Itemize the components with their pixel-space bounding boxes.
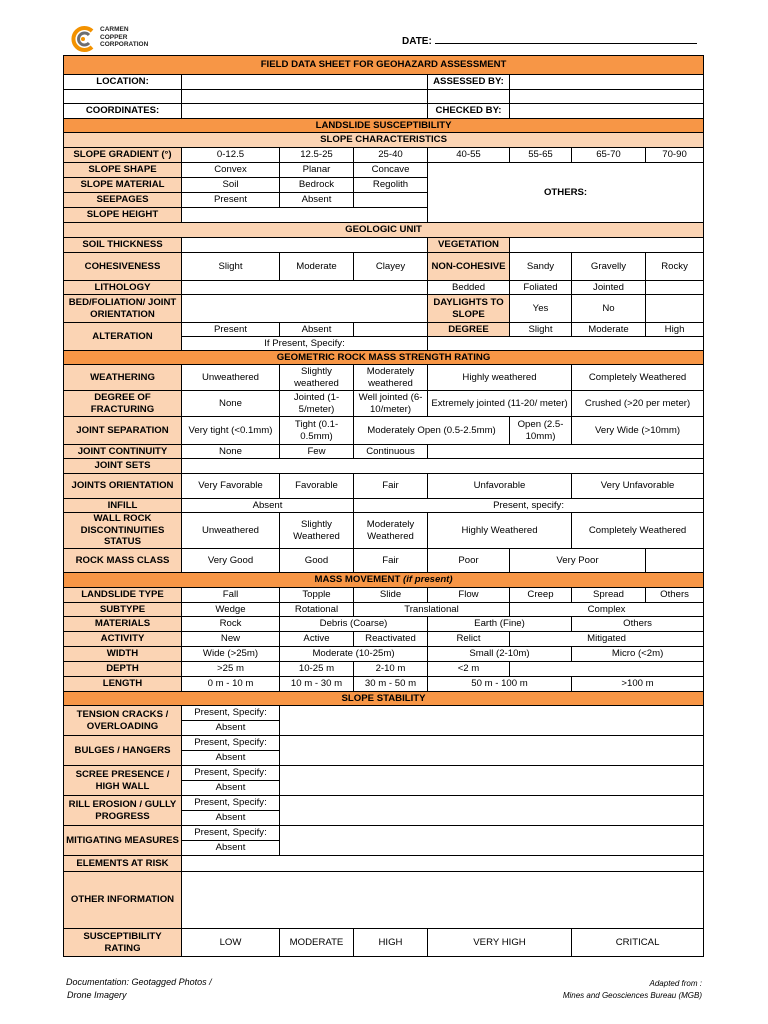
- slope-gradient-label: SLOPE GRADIENT (°): [64, 148, 182, 163]
- geologic-unit-section: GEOLOGIC UNIT: [64, 223, 704, 238]
- lithology-value[interactable]: [182, 281, 428, 295]
- blank-cell: [646, 295, 704, 323]
- joint-continuity-label: JOINT CONTINUITY: [64, 445, 182, 459]
- checked-by-label: CHECKED BY:: [428, 104, 510, 119]
- subtype-label: SUBTYPE: [64, 603, 182, 617]
- activity-option[interactable]: Active: [280, 632, 354, 647]
- depth-option[interactable]: 2-10 m: [354, 662, 428, 677]
- materials-label: MATERIALS: [64, 617, 182, 632]
- non-cohesive-option[interactable]: Rocky: [646, 253, 704, 281]
- activity-option[interactable]: Relict: [428, 632, 510, 647]
- subtype-option[interactable]: Wedge: [182, 603, 280, 617]
- continuity-option[interactable]: Few: [280, 445, 354, 459]
- lithology-option[interactable]: Bedded: [428, 281, 510, 295]
- wall-rock-option[interactable]: Slightly Weathered: [280, 513, 354, 549]
- blank-cell: [428, 445, 704, 459]
- absent-option[interactable]: Absent: [182, 841, 280, 856]
- seepages-label: SEEPAGES: [64, 193, 182, 208]
- weathering-option[interactable]: Highly weathered: [428, 365, 572, 391]
- joints-orientation-label: JOINTS ORIENTATION: [64, 474, 182, 499]
- slope-characteristics-section: SLOPE CHARACTERISTICS: [64, 133, 704, 148]
- non-cohesive-option[interactable]: Gravelly: [572, 253, 646, 281]
- gradient-option[interactable]: 0-12.5: [182, 148, 280, 163]
- lithology-option[interactable]: Foliated: [510, 281, 572, 295]
- mass-movement-title: MASS MOVEMENT: [314, 574, 403, 586]
- cohesiveness-label: COHESIVENESS: [64, 253, 182, 281]
- subtype-option[interactable]: Rotational: [280, 603, 354, 617]
- absent-option[interactable]: Absent: [182, 781, 280, 796]
- absent-option[interactable]: Absent: [182, 721, 280, 736]
- type-option[interactable]: Fall: [182, 588, 280, 603]
- type-option[interactable]: Spread: [572, 588, 646, 603]
- logo-line-2: COPPER: [100, 33, 128, 41]
- materials-option[interactable]: Debris (Coarse): [280, 617, 428, 632]
- fracturing-label: DEGREE OF FRACTURING: [64, 391, 182, 417]
- alteration-specify-value[interactable]: [428, 337, 704, 351]
- assessed-by-value[interactable]: [510, 75, 704, 90]
- weathering-label: WEATHERING: [64, 365, 182, 391]
- infill-option[interactable]: Absent: [182, 499, 354, 513]
- continuity-option[interactable]: None: [182, 445, 280, 459]
- lithology-label: LITHOLOGY: [64, 281, 182, 295]
- documentation-line-2: Drone Imagery: [67, 990, 127, 1000]
- logo-line-1: CARMEN: [100, 26, 129, 33]
- activity-label: ACTIVITY: [64, 632, 182, 647]
- soil-thickness-label: SOIL THICKNESS: [64, 238, 182, 253]
- others-label: OTHERS:: [543, 186, 588, 198]
- length-option[interactable]: 50 m - 100 m: [428, 677, 572, 692]
- width-label: WIDTH: [64, 647, 182, 662]
- source-note: [563, 978, 702, 1002]
- activity-option[interactable]: Reactivated: [354, 632, 428, 647]
- rating-option[interactable]: MODERATE: [280, 929, 354, 957]
- daylights-option[interactable]: Yes: [510, 295, 572, 323]
- material-option[interactable]: Regolith: [354, 178, 428, 193]
- logo-line-3: CORPORATION: [100, 41, 149, 48]
- class-option[interactable]: Very Good: [182, 549, 280, 573]
- shape-option[interactable]: Concave: [354, 163, 428, 178]
- wall-rock-label: WALL ROCK DISCONTINUITIES STATUS: [64, 513, 182, 549]
- present-specify-option[interactable]: Present, Specify:: [182, 826, 280, 841]
- mitigating-measures-notes[interactable]: [280, 826, 704, 856]
- others-field[interactable]: [428, 163, 704, 223]
- joint-separation-label: JOINT SEPARATION: [64, 417, 182, 445]
- degree-option[interactable]: Slight: [510, 323, 572, 337]
- length-option[interactable]: >100 m: [572, 677, 704, 692]
- scree-notes[interactable]: [280, 766, 704, 796]
- length-option[interactable]: 10 m - 30 m: [280, 677, 354, 692]
- class-option[interactable]: Poor: [428, 549, 510, 573]
- location-label: LOCATION:: [64, 75, 182, 90]
- depth-label: DEPTH: [64, 662, 182, 677]
- length-option[interactable]: 30 m - 50 m: [354, 677, 428, 692]
- weathering-option[interactable]: Completely Weathered: [572, 365, 704, 391]
- materials-option[interactable]: Rock: [182, 617, 280, 632]
- materials-option[interactable]: Earth (Fine): [428, 617, 572, 632]
- continuity-option[interactable]: Continuous: [354, 445, 428, 459]
- location-value-2[interactable]: [182, 90, 428, 104]
- rating-option[interactable]: CRITICAL: [572, 929, 704, 957]
- width-option[interactable]: Micro (<2m): [572, 647, 704, 662]
- class-option[interactable]: Fair: [354, 549, 428, 573]
- width-option[interactable]: Small (2-10m): [428, 647, 572, 662]
- wall-rock-option[interactable]: Highly Weathered: [428, 513, 572, 549]
- mass-movement-note: (if present): [403, 574, 453, 586]
- separation-option[interactable]: Very Wide (>10mm): [572, 417, 704, 445]
- vegetation-label: VEGETATION: [428, 238, 510, 253]
- alteration-specify[interactable]: If Present, Specify:: [182, 337, 428, 351]
- degree-option[interactable]: High: [646, 323, 704, 337]
- slope-stability-section: SLOPE STABILITY: [64, 692, 704, 706]
- seepage-option[interactable]: Absent: [280, 193, 354, 208]
- checked-by-value[interactable]: [510, 104, 704, 119]
- other-information-value[interactable]: [182, 872, 704, 929]
- orientation-option[interactable]: Very Unfavorable: [572, 474, 704, 499]
- orientation-option[interactable]: Very Favorable: [182, 474, 280, 499]
- type-option[interactable]: Creep: [510, 588, 572, 603]
- gradient-option[interactable]: 40-55: [428, 148, 510, 163]
- rill-erosion-label: RILL EROSION / GULLY PROGRESS: [64, 796, 182, 826]
- elements-at-risk-value[interactable]: [182, 856, 704, 872]
- weathering-option[interactable]: Slightly weathered: [280, 365, 354, 391]
- documentation-line-1: Documentation: Geotagged Photos /: [66, 977, 212, 987]
- rating-option[interactable]: LOW: [182, 929, 280, 957]
- fracturing-option[interactable]: Jointed (1-5/meter): [280, 391, 354, 417]
- date-field[interactable]: [402, 34, 697, 47]
- weathering-option[interactable]: Unweathered: [182, 365, 280, 391]
- wall-rock-option[interactable]: Unweathered: [182, 513, 280, 549]
- landslide-section: LANDSLIDE SUSCEPTIBILITY: [64, 119, 704, 133]
- bulges-label: BULGES / HANGERS: [64, 736, 182, 766]
- degree-option[interactable]: Moderate: [572, 323, 646, 337]
- tension-cracks-notes[interactable]: [280, 706, 704, 736]
- separation-option[interactable]: Open (2.5-10mm): [510, 417, 572, 445]
- subtype-option[interactable]: Translational: [354, 603, 510, 617]
- blank-cell: [64, 90, 182, 104]
- page-header: [64, 22, 704, 56]
- date-line[interactable]: [435, 34, 697, 44]
- orientation-option[interactable]: Favorable: [280, 474, 354, 499]
- activity-option[interactable]: New: [182, 632, 280, 647]
- gradient-option[interactable]: 65-70: [572, 148, 646, 163]
- slope-height-value[interactable]: [182, 208, 428, 223]
- class-option[interactable]: Good: [280, 549, 354, 573]
- cohesive-option[interactable]: Moderate: [280, 253, 354, 281]
- vegetation-value[interactable]: [510, 238, 704, 253]
- absent-option[interactable]: Absent: [182, 811, 280, 826]
- alteration-option[interactable]: Absent: [280, 323, 354, 337]
- assessed-by-label: ASSESSED BY:: [428, 75, 510, 90]
- materials-option[interactable]: Others: [572, 617, 704, 632]
- joint-sets-value[interactable]: [182, 459, 704, 474]
- cohesive-option[interactable]: Slight: [182, 253, 280, 281]
- orientation-option[interactable]: Fair: [354, 474, 428, 499]
- orientation-option[interactable]: Unfavorable: [428, 474, 572, 499]
- rock-mass-section: GEOMETRIC ROCK MASS STRENGTH RATING: [64, 351, 704, 365]
- gradient-option[interactable]: 25-40: [354, 148, 428, 163]
- bed-foliation-value[interactable]: [182, 295, 428, 323]
- gradient-option[interactable]: 12.5-25: [280, 148, 354, 163]
- blank-cell: [428, 90, 510, 104]
- blank-cell: [646, 549, 704, 573]
- depth-option[interactable]: 10-25 m: [280, 662, 354, 677]
- documentation-note: [66, 976, 212, 1002]
- scree-label: SCREE PRESENCE / HIGH WALL: [64, 766, 182, 796]
- length-label: LENGTH: [64, 677, 182, 692]
- source-line-1: Adapted from :: [649, 979, 702, 988]
- separation-option[interactable]: Tight (0.1-0.5mm): [280, 417, 354, 445]
- type-option[interactable]: Others: [646, 588, 704, 603]
- rock-mass-class-label: ROCK MASS CLASS: [64, 549, 182, 573]
- degree-label: DEGREE: [428, 323, 510, 337]
- width-option[interactable]: Wide (>25m): [182, 647, 280, 662]
- landslide-type-label: LANDSLIDE TYPE: [64, 588, 182, 603]
- alteration-label: ALTERATION: [64, 323, 182, 351]
- coordinates-value[interactable]: [182, 104, 428, 119]
- field-data-sheet: [63, 55, 704, 957]
- slope-material-label: SLOPE MATERIAL: [64, 178, 182, 193]
- width-option[interactable]: Moderate (10-25m): [280, 647, 428, 662]
- material-option[interactable]: Soil: [182, 178, 280, 193]
- cohesive-option[interactable]: Clayey: [354, 253, 428, 281]
- slope-shape-label: SLOPE SHAPE: [64, 163, 182, 178]
- present-specify-option[interactable]: Present, Specify:: [182, 766, 280, 781]
- infill-label: INFILL: [64, 499, 182, 513]
- coordinates-label: COORDINATES:: [64, 104, 182, 119]
- subtype-option[interactable]: Complex: [510, 603, 704, 617]
- seepage-option[interactable]: Present: [182, 193, 280, 208]
- sheet-title: FIELD DATA SHEET FOR GEOHAZARD ASSESSMENT: [64, 56, 704, 75]
- non-cohesive-option[interactable]: Sandy: [510, 253, 572, 281]
- separation-option[interactable]: Moderately Open (0.5-2.5mm): [354, 417, 510, 445]
- bed-foliation-label: BED/FOLIATION/ JOINT ORIENTATION: [64, 295, 182, 323]
- gradient-option[interactable]: 55-65: [510, 148, 572, 163]
- absent-option[interactable]: Absent: [182, 751, 280, 766]
- other-information-label: OTHER INFORMATION: [64, 872, 182, 929]
- activity-option[interactable]: Mitigated: [510, 632, 704, 647]
- elements-at-risk-label: ELEMENTS AT RISK: [64, 856, 182, 872]
- shape-option[interactable]: Planar: [280, 163, 354, 178]
- shape-option[interactable]: Convex: [182, 163, 280, 178]
- daylights-option[interactable]: No: [572, 295, 646, 323]
- blank-cell: [510, 662, 704, 677]
- fracturing-option[interactable]: Crushed (>20 per meter): [572, 391, 704, 417]
- susceptibility-rating-label: SUSCEPTIBILITY RATING: [64, 929, 182, 957]
- fracturing-option[interactable]: None: [182, 391, 280, 417]
- mass-movement-section: [64, 573, 704, 588]
- blank-cell: [354, 193, 428, 208]
- assessed-by-value-2[interactable]: [510, 90, 704, 104]
- rill-erosion-notes[interactable]: [280, 796, 704, 826]
- depth-option[interactable]: <2 m: [428, 662, 510, 677]
- date-label: DATE:: [402, 36, 432, 47]
- soil-thickness-value[interactable]: [182, 238, 428, 253]
- type-option[interactable]: Slide: [354, 588, 428, 603]
- fracturing-option[interactable]: Well jointed (6-10/meter): [354, 391, 428, 417]
- company-logo: [68, 22, 168, 56]
- lithology-option[interactable]: Jointed: [572, 281, 646, 295]
- logo-mark-icon: [68, 24, 98, 54]
- tension-cracks-label: TENSION CRACKS / OVERLOADING: [64, 706, 182, 736]
- present-specify-option[interactable]: Present, Specify:: [182, 706, 280, 721]
- joint-sets-label: JOINT SETS: [64, 459, 182, 474]
- fracturing-option[interactable]: Extremely jointed (11-20/ meter): [428, 391, 572, 417]
- blank-cell: [354, 323, 428, 337]
- weathering-option[interactable]: Moderately weathered: [354, 365, 428, 391]
- location-value[interactable]: [182, 75, 428, 90]
- separation-option[interactable]: Very tight (<0.1mm): [182, 417, 280, 445]
- source-line-2: Mines and Geosciences Bureau (MGB): [562, 991, 702, 1000]
- infill-option[interactable]: Present, specify:: [354, 499, 704, 513]
- daylights-label: DAYLIGHTS TO SLOPE: [428, 295, 510, 323]
- length-option[interactable]: 0 m - 10 m: [182, 677, 280, 692]
- material-option[interactable]: Bedrock: [280, 178, 354, 193]
- blank-cell: [646, 281, 704, 295]
- type-option[interactable]: Topple: [280, 588, 354, 603]
- logo-text: [100, 26, 148, 49]
- mitigating-measures-label: MITIGATING MEASURES: [64, 826, 182, 856]
- gradient-option[interactable]: 70-90: [646, 148, 704, 163]
- rating-option[interactable]: VERY HIGH: [428, 929, 572, 957]
- alteration-option[interactable]: Present: [182, 323, 280, 337]
- present-specify-option[interactable]: Present, Specify:: [182, 796, 280, 811]
- wall-rock-option[interactable]: Moderately Weathered: [354, 513, 428, 549]
- wall-rock-option[interactable]: Completely Weathered: [572, 513, 704, 549]
- class-option[interactable]: Very Poor: [510, 549, 646, 573]
- non-cohesive-label: NON-COHESIVE: [428, 253, 510, 281]
- type-option[interactable]: Flow: [428, 588, 510, 603]
- present-specify-option[interactable]: Present, Specify:: [182, 736, 280, 751]
- slope-height-label: SLOPE HEIGHT: [64, 208, 182, 223]
- depth-option[interactable]: >25 m: [182, 662, 280, 677]
- rating-option[interactable]: HIGH: [354, 929, 428, 957]
- bulges-notes[interactable]: [280, 736, 704, 766]
